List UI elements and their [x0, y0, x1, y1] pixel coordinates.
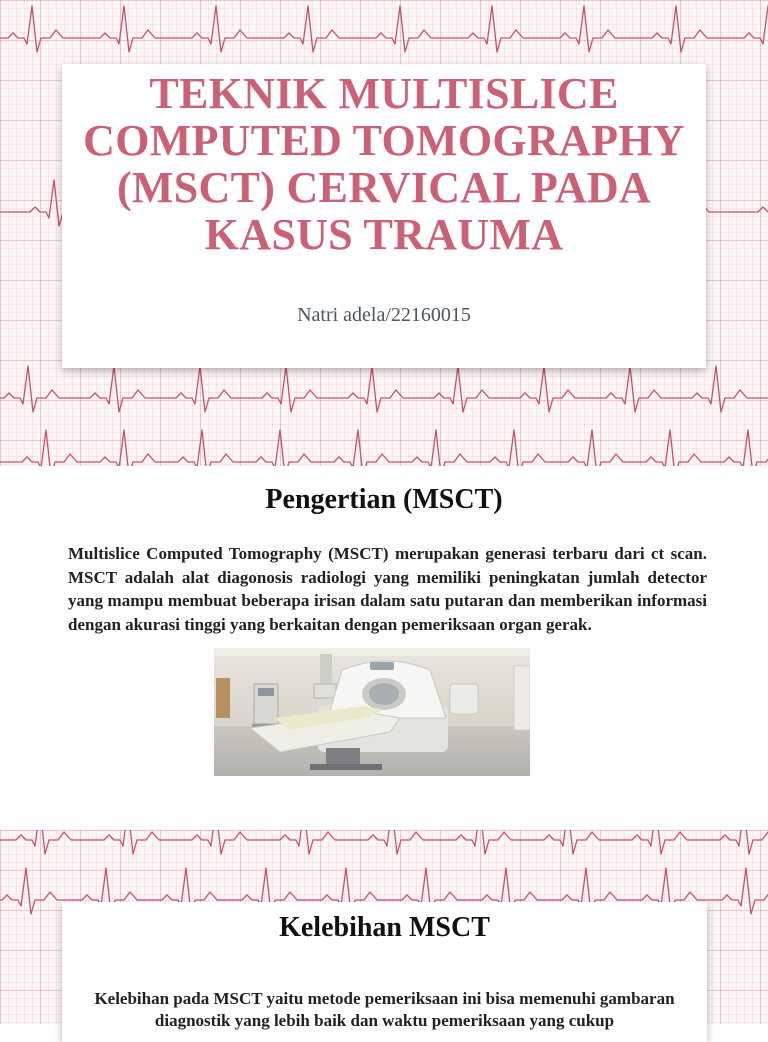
definition-slide	[0, 466, 768, 830]
presentation-title: TEKNIK MULTISLICE COMPUTED TOMOGRAPHY (MSCT) CERVICAL PADA KASUS TRAUMA	[83, 69, 685, 259]
ct-scanner-illustration	[214, 648, 530, 776]
title-card	[62, 64, 706, 368]
advantages-heading: Kelebihan MSCT	[279, 912, 490, 943]
ct-scanner-photo	[214, 648, 530, 776]
ecg-trace	[0, 430, 768, 466]
definition-paragraph: Multislice Computed Tomography (MSCT) merupakan generasi terbaru dari ct scan. MSCT adalah alat diagonosis radiologi yang memiliki peningkatan jumlah detector yang mampu membuat beberapa irisan dalam satu putaran dan memberikan informasi dengan akurasi tinggi yang berkaitan dengan pemeriksaan organ gerak.	[68, 544, 707, 634]
author-line: Natri adela/22160015	[297, 304, 471, 326]
title-slide	[0, 0, 768, 466]
advantages-card	[62, 902, 707, 1042]
ecg-trace	[0, 830, 768, 854]
ecg-trace	[0, 6, 768, 52]
ecg-trace	[0, 366, 768, 412]
advantages-paragraph: Kelebihan pada MSCT yaitu metode pemeriksaan ini bisa memenuhi gambaran diagnostik yang lebih baik dan waktu pemeriksaan yang cukup	[94, 989, 675, 1030]
definition-heading: Pengertian (MSCT)	[265, 484, 503, 515]
